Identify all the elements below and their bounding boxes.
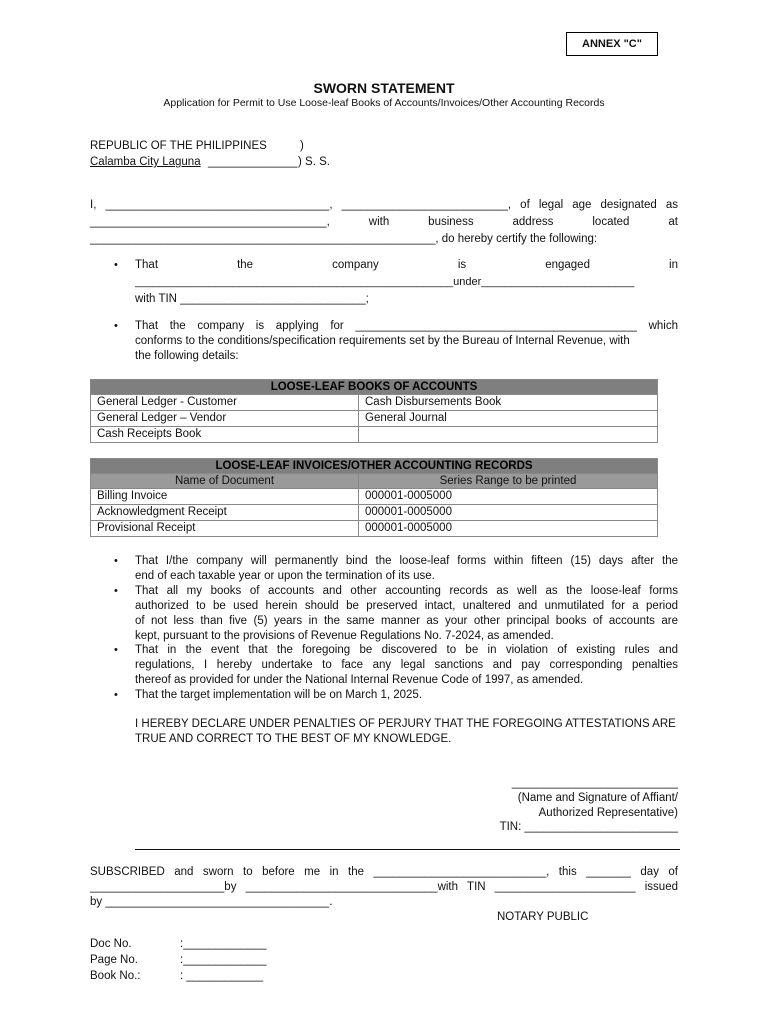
table-cell: 000001-0005000 [359, 489, 658, 505]
undertaking2-line-1: That all my books of accounts and other accounting records as well as the loose-leaf forms [135, 585, 678, 597]
column-header-series: Series Range to be printed [359, 474, 658, 489]
table-cell: General Ledger – Vendor [91, 411, 359, 427]
declaration-line-2: TRUE AND CORRECT TO THE BEST OF MY KNOWLEDGE. [135, 733, 452, 745]
bullet1-line-2: ____________________________________________________under_________________________ [135, 276, 635, 288]
notary-public-label: NOTARY PUBLIC [497, 911, 589, 923]
jurat-line-2: _____________________by ______________________________with TIN ______________________ issued [90, 881, 678, 893]
venue-paren: ) [300, 140, 304, 152]
table-cell: Provisional Receipt [91, 521, 359, 537]
doc-no-value: :_____________ [180, 938, 267, 950]
jurat-line-1: SUBSCRIBED and sworn to before me in the ___________________________, this _______ day of [90, 866, 678, 878]
jurat-line-3: by ___________________________________. [90, 896, 333, 908]
table-cell: General Journal [359, 411, 658, 427]
table-row [91, 411, 658, 427]
table-cell: Cash Disbursements Book [359, 395, 658, 411]
bullet-icon: • [114, 320, 118, 332]
signature-caption-2: Authorized Representative) [538, 807, 678, 819]
bullet-icon: • [114, 259, 118, 271]
page-no-value: :_____________ [180, 954, 267, 966]
bullet-icon: • [114, 555, 118, 567]
table-cell [359, 427, 658, 443]
bullet2-line-3: the following details: [135, 350, 239, 362]
bullet2-line-2: conforms to the conditions/specification requirements set by the Bureau of Internal Revenue, with [135, 335, 630, 347]
document-title: SWORN STATEMENT [313, 80, 455, 96]
signature-tin: TIN: ________________________ [499, 821, 678, 833]
table-cell: Acknowledgment Receipt [91, 505, 359, 521]
declaration-line-1: I HEREBY DECLARE UNDER PENALTIES OF PERJURY THAT THE FOREGOING ATTESTATIONS ARE [135, 718, 676, 730]
undertaking2-line-3: of not less than five (5) years in the same manner as your other principal books of accounts are [135, 615, 678, 627]
table-cell: General Ledger - Customer [91, 395, 359, 411]
divider [135, 849, 680, 850]
undertaking1-line-2: end of each taxable year or upon the termination of its use. [135, 570, 435, 582]
signature-caption-1: (Name and Signature of Affiant/ [517, 792, 678, 804]
document-subtitle: Application for Permit to Use Loose-leaf Books of Accounts/Invoices/Other Accounting Records [163, 97, 605, 109]
invoices-table-header: LOOSE-LEAF INVOICES/OTHER ACCOUNTING RECORDS [91, 459, 658, 474]
table-cell: 000001-0005000 [359, 505, 658, 521]
intro-line-1: I, ___________________________________, __________________________, of legal age designated as [90, 199, 678, 211]
undertaking2-line-4: kept, pursuant to the provisions of Revenue Regulations No. 7-2024, as amended. [135, 630, 554, 642]
book-no-label: Book No.: [90, 970, 141, 982]
bullet1-line-1: That the company is engaged in [135, 259, 678, 271]
bullet1-line-3: with TIN _____________________________; [135, 293, 369, 305]
undertaking2-line-2: authorized to be used herein should be preserved intact, unaltered and unmutilated for a period [135, 600, 678, 612]
page-no-label: Page No. [90, 954, 138, 966]
book-no-value: : ____________ [180, 970, 264, 982]
bullet-icon: • [114, 689, 118, 701]
undertaking3-line-1: That in the event that the foregoing be discovered to be in violation of existing rules and [135, 644, 678, 656]
undertaking3-line-3: thereof as provided for under the National Internal Revenue Code of 1997, as amended. [135, 674, 584, 686]
signature-line: __________________________ [511, 777, 678, 789]
books-table-header: LOOSE-LEAF BOOKS OF ACCOUNTS [91, 380, 658, 395]
undertaking3-line-2: regulations, I hereby undertake to face any legal sanctions and pay corresponding penalties [135, 659, 678, 671]
table-cell: 000001-0005000 [359, 521, 658, 537]
table-row [91, 489, 658, 505]
undertaking1-line-1: That I/the company will permanently bind the loose-leaf forms within fifteen (15) days after the [135, 555, 678, 567]
doc-no-label: Doc No. [90, 938, 132, 950]
venue-city: Calamba City Laguna [90, 156, 201, 168]
table-row [91, 427, 658, 443]
table-row [91, 521, 658, 537]
annex-label: ANNEX "C" [566, 32, 658, 56]
table-row [91, 505, 658, 521]
bullet-icon: • [114, 585, 118, 597]
bullet-icon: • [114, 644, 118, 656]
venue-city-blank: ______________ [208, 156, 298, 168]
intro-line-2: _____________________________________, with business address located at [90, 216, 678, 228]
venue-ss: ) S. S. [298, 156, 330, 168]
table-cell: Cash Receipts Book [91, 427, 359, 443]
undertaking4-line-1: That the target implementation will be on March 1, 2025. [135, 689, 423, 701]
bullet2-line-1: That the company is applying for ____________________________________________ which [135, 320, 678, 332]
books-of-accounts-table [90, 379, 658, 443]
venue-republic: REPUBLIC OF THE PHILIPPINES [90, 140, 267, 152]
intro-line-3: ______________________________________________________, do hereby certify the following: [90, 233, 598, 245]
invoices-records-table [90, 458, 658, 537]
table-cell: Billing Invoice [91, 489, 359, 505]
table-row [91, 395, 658, 411]
column-header-name: Name of Document [91, 474, 359, 489]
